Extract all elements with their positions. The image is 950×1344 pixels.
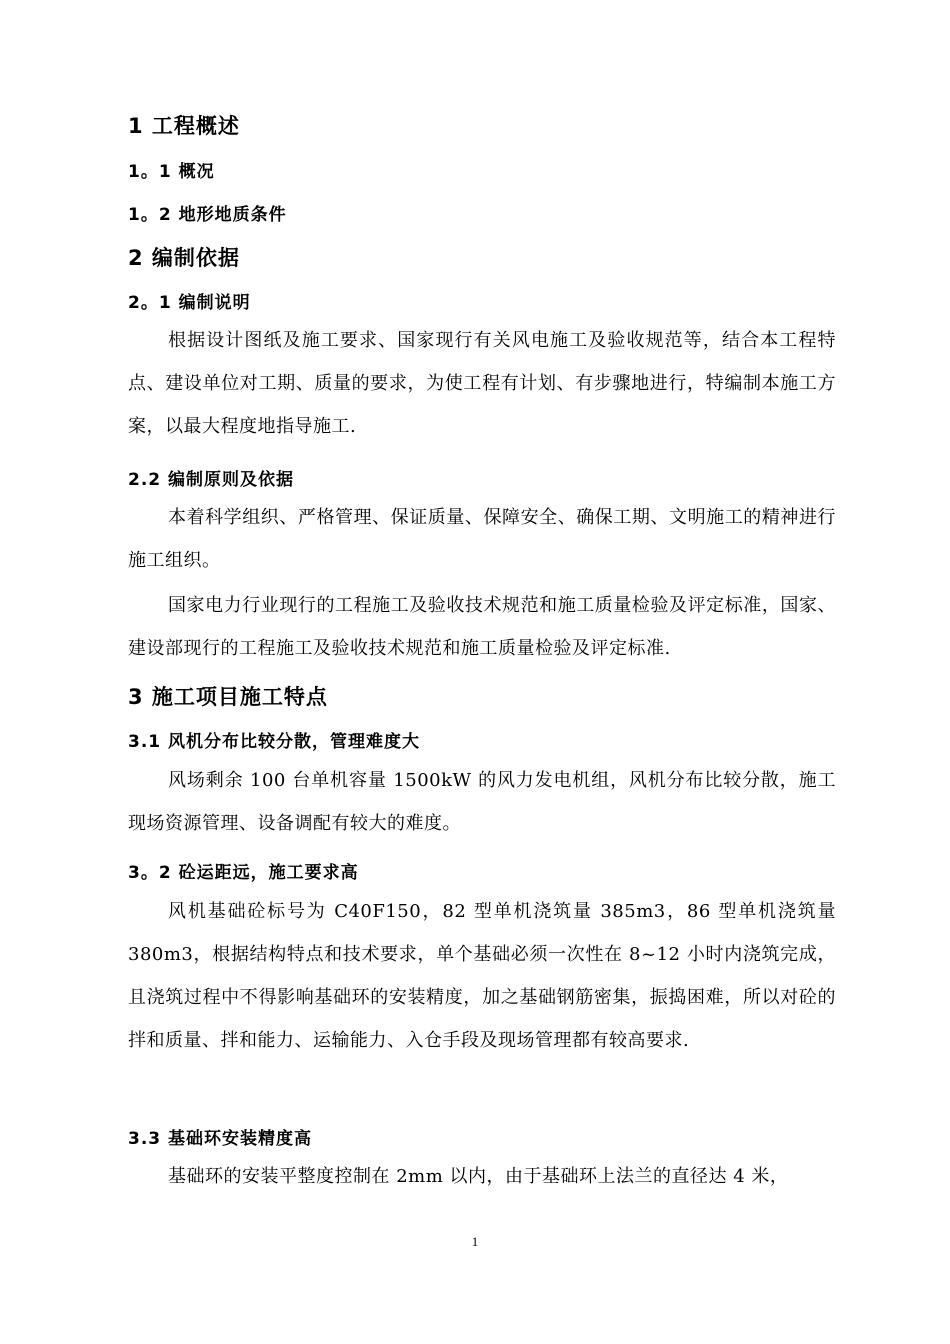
section-heading: 1 工程概述 <box>128 114 240 138</box>
body-paragraph: 国家电力行业现行的工程施工及验收技术规范和施工质量检验及评定标准，国家、建设部现行的工程施工及验收技术规范和施工质量检验及评定标准. <box>128 595 836 659</box>
section-heading: 3 施工项目施工特点 <box>128 685 328 709</box>
subsection-heading: 2。1 编制说明 <box>128 293 251 313</box>
body-paragraph: 风机基础砼标号为 C40F150，82 型单机浇筑量 385m3，86 型单机浇筑量 380m3，根据结构特点和技术要求，单个基础必须一次性在 8~12 小时内浇筑完成，且浇筑过程中不得影响基础环的安装精度，加之基础钢筋密集，振捣困难，所以对砼的拌和质量、拌和能力、运输能力、入仓手段及现场管理都有较高要求. <box>128 901 836 1051</box>
subsection-heading: 1。2 地形地质条件 <box>128 205 287 225</box>
subsection-heading: 3.3 基础环安装精度高 <box>128 1129 313 1149</box>
subsection-heading: 3.1 风机分布比较分散，管理难度大 <box>128 732 421 752</box>
body-paragraph: 风场剩余 100 台单机容量 1500kW 的风力发电机组，风机分布比较分散，施工现场资源管理、设备调配有较大的难度。 <box>128 770 836 834</box>
subsection-heading: 2.2 编制原则及依据 <box>128 470 295 490</box>
subsection-heading: 1。1 概况 <box>128 162 215 182</box>
body-paragraph: 基础环的安装平整度控制在 2mm 以内，由于基础环上法兰的直径达 4 米， <box>168 1166 789 1187</box>
subsection-heading: 3。2 砼运距远，施工要求高 <box>128 863 359 883</box>
page-number: 1 <box>471 1234 479 1249</box>
body-paragraph: 本着科学组织、严格管理、保证质量、保障安全、确保工期、文明施工的精神进行施工组织。 <box>128 507 836 571</box>
body-paragraph: 根据设计图纸及施工要求、国家现行有关风电施工及验收规范等，结合本工程特点、建设单位对工期、质量的要求，为使工程有计划、有步骤地进行，特编制本施工方案，以最大程度地指导施工. <box>128 330 836 437</box>
section-heading: 2 编制依据 <box>128 246 240 270</box>
